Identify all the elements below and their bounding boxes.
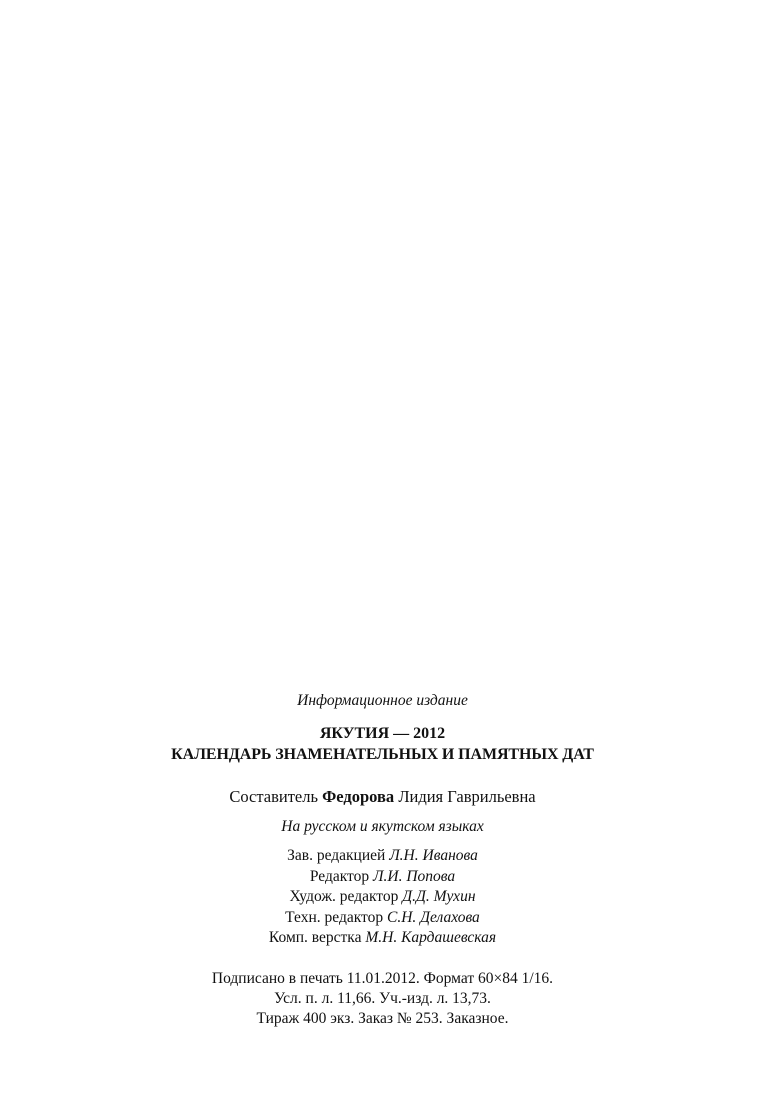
staff-role: Комп. верстка: [268, 929, 362, 946]
staff-role: Зав. редакцией: [287, 847, 386, 864]
staff-role: Техн. редактор: [285, 908, 384, 926]
publishing-details: [0, 969, 765, 1029]
book-title: ЯКУТИЯ — 2012: [319, 725, 446, 742]
staff-name: С.Н. Делахова: [386, 908, 480, 926]
staff-row-technical-editor: [0, 908, 765, 929]
book-subtitle: КАЛЕНДАРЬ ЗНАМЕНАТЕЛЬНЫХ И ПАМЯТНЫХ ДАТ: [171, 746, 594, 763]
compiler-surname: Федорова: [322, 787, 395, 806]
edition-type: Информационное издание: [297, 692, 468, 709]
compiler-label: Составитель: [229, 787, 318, 806]
staff-list: [0, 846, 765, 949]
staff-name: Л.И. Попова: [373, 867, 456, 885]
compiler-line: [0, 786, 765, 808]
staff-name: М.Н. Кардашевская: [365, 929, 497, 946]
staff-role: Худож. редактор: [289, 888, 399, 905]
staff-role: Редактор: [309, 867, 370, 885]
staff-row-layout: [0, 928, 765, 949]
compiler-given-names: Лидия Гаврильевна: [398, 787, 536, 806]
publishing-line-print-run: Тираж 400 экз. Заказ № 253. Заказное.: [256, 1009, 509, 1027]
imprint-block: [0, 690, 765, 1029]
staff-row-editor: [0, 867, 765, 888]
publishing-line-sheets: Усл. п. л. 11,66. Уч.-изд. л. 13,73.: [274, 989, 491, 1007]
publishing-line-signed: Подписано в печать 11.01.2012. Формат 60×84 1/16.: [211, 969, 554, 987]
staff-name: Д.Д. Мухин: [402, 888, 476, 905]
staff-name: Л.Н. Иванова: [389, 847, 478, 864]
staff-row-art-editor: [0, 887, 765, 908]
language-note: На русском и якутском языках: [281, 818, 484, 835]
staff-row-managing-editor: [0, 846, 765, 867]
